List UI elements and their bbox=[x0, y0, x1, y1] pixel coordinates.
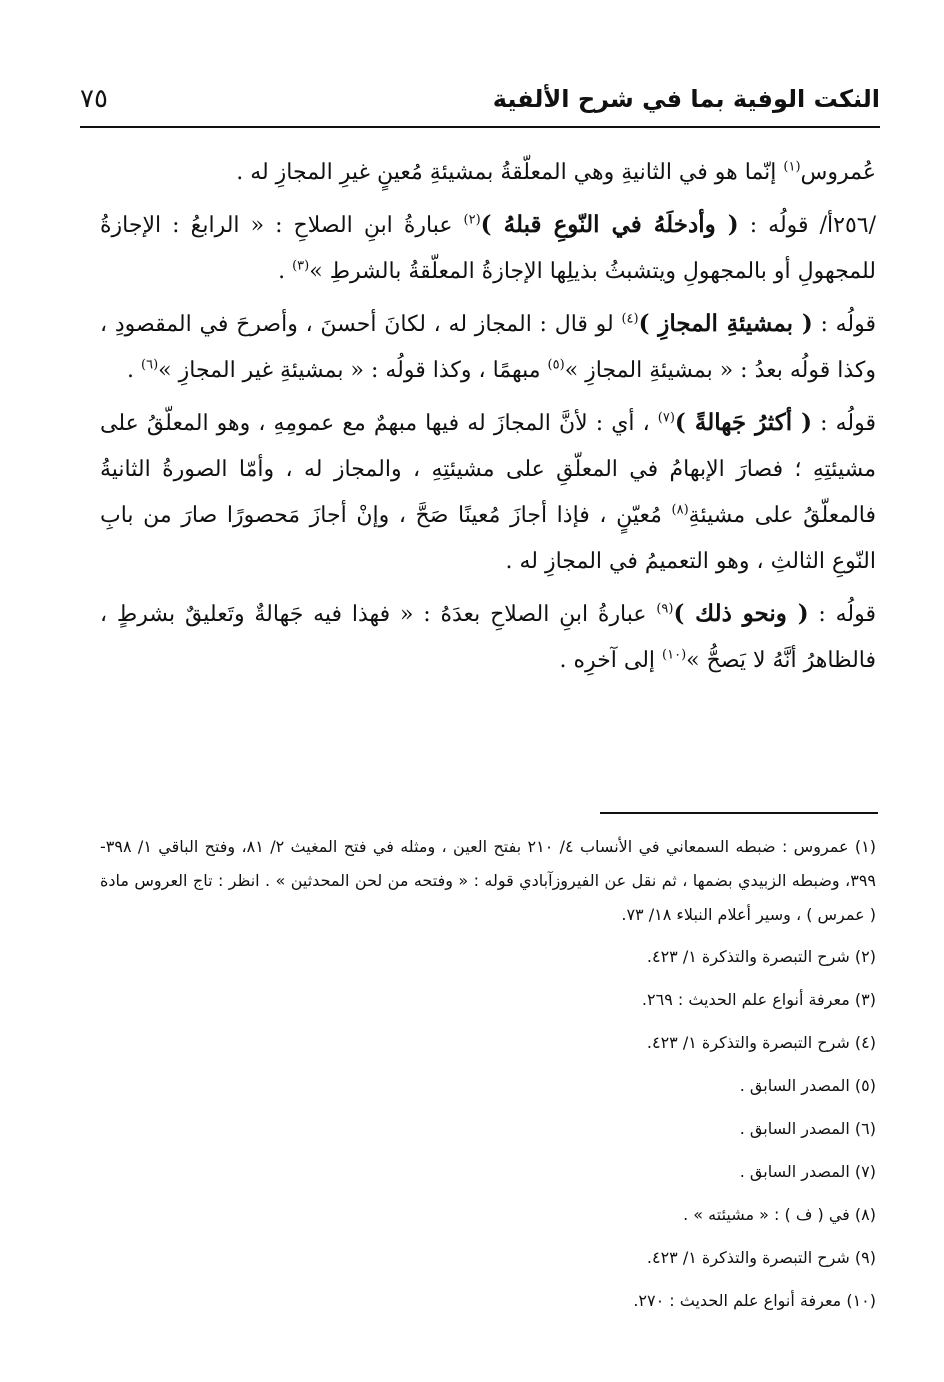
lemma: ( أكثرُ جَهالةً ) bbox=[674, 409, 813, 436]
footnote-ref: (٢) bbox=[463, 212, 481, 228]
text: قولُه : bbox=[808, 602, 876, 627]
header-rule bbox=[80, 126, 880, 128]
page-number: ٧٥ bbox=[80, 84, 108, 114]
footnote-7: (٧) المصدر السابق . bbox=[739, 1162, 876, 1181]
footnote-ref: (٨) bbox=[671, 502, 689, 518]
text: لو قال : المجاز له ، لكانَ أحسنَ ، وأصرحَ في المقصودِ ، وكذا قولُه بعدُ : « بمشيئةِ المجازِ » bbox=[100, 312, 876, 383]
footnote-4: (٤) شرح التبصرة والتذكرة ١/ ٤٢٣. bbox=[646, 1033, 876, 1052]
footnote-ref: (١) bbox=[783, 159, 801, 175]
footnote-10: (١٠) معرفة أنواع علم الحديث : ٢٧٠. bbox=[633, 1291, 876, 1310]
text: مبهمًا ، وكذا قولُه : « بمشيئةِ غير المجازِ » bbox=[158, 358, 548, 383]
paragraph-3 bbox=[100, 301, 876, 394]
footnote-5: (٥) المصدر السابق . bbox=[739, 1076, 876, 1095]
footnote-2: (٢) شرح التبصرة والتذكرة ١/ ٤٢٣. bbox=[646, 947, 876, 966]
text: . bbox=[127, 358, 142, 383]
text: عُمروس bbox=[800, 160, 876, 185]
text: /٢٥٦أ/ قولُه : bbox=[738, 213, 876, 238]
paragraph-5 bbox=[100, 591, 876, 684]
running-title: النكت الوفية بما في شرح الألفية bbox=[492, 85, 880, 113]
text: . bbox=[278, 259, 293, 284]
footnote-ref: (٣) bbox=[292, 258, 310, 274]
lemma: ( وأدخلَهُ في النّوعِ قبلهُ ) bbox=[480, 211, 739, 238]
text: عبارةُ ابنِ الصلاحِ : « الرابعُ : الإجازةُ للمجهولِ أو بالمجهولِ ويتشبثُ بذيلِها الإجازةُ المعلّقةُ بالشرطِ » bbox=[100, 213, 876, 284]
text: قولُه : bbox=[812, 312, 876, 337]
footnote-1: (١) عمروس : ضبطه السمعاني في الأنساب ٤/ ٢١٠ بفتح العين ، ومثله في فتح المغيث ٢/ ٨١، وفتح الباقي ١/ ٣٩٨- ٣٩٩، وضبطه الزبيدي بضمها ، ثم نقل عن الفيروزآبادي قوله : « وفتحه من لحن المحدثين » . انظر : تاج العروس مادة ( عمرس ) ، وسير أعلام النبلاء ١٨/ ٧٣. bbox=[100, 837, 877, 924]
paragraph-1 bbox=[100, 150, 876, 196]
footnote-ref: (٦) bbox=[141, 357, 159, 373]
footnote-separator bbox=[600, 812, 878, 814]
footnote-8: (٨) في ( ف ) : « مشيئته » . bbox=[683, 1205, 876, 1224]
footnote-ref: (٤) bbox=[621, 311, 639, 327]
footnote-ref: (٥) bbox=[547, 357, 565, 373]
footnotes bbox=[100, 830, 876, 1327]
text: إلى آخرِه . bbox=[559, 648, 663, 673]
main-text bbox=[100, 150, 876, 690]
footnote-6: (٦) المصدر السابق . bbox=[739, 1119, 876, 1138]
paragraph-4 bbox=[100, 400, 876, 585]
text: مُعيّنٍ ، فإذا أجازَ مُعينًا صَحَّ ، وإنْ أجازَ مَحصورًا صارَ من بابِ النّوعِ الثالثِ ، وهو التعميمُ في المجازِ له . bbox=[100, 503, 876, 574]
footnote-ref: (٧) bbox=[657, 410, 675, 426]
text: إنّما هو في الثانيةِ وهي المعلّقةُ بمشيئةِ مُعينٍ غيرِ المجازِ له . bbox=[236, 160, 784, 185]
text: ، أي : لأنَّ المجازَ له فيها مبهمٌ مع عمومِهِ ، وهو المعلّقُ على مشيئتِهِ ؛ فصارَ الإبهامُ في المعلّقِ على مشيئتِهِ ، والمجاز له ، وأمّا الصورةُ الثانيةُ فالمعلّقُ على مشيئةِ bbox=[100, 411, 876, 528]
page-header bbox=[80, 74, 880, 124]
paragraph-2 bbox=[100, 202, 876, 295]
lemma: ( ونحو ذلك ) bbox=[673, 600, 809, 627]
lemma: ( بمشيئةِ المجازِ ) bbox=[638, 310, 813, 337]
footnote-ref: (٩) bbox=[656, 601, 674, 617]
footnote-3: (٣) معرفة أنواع علم الحديث : ٢٦٩. bbox=[641, 990, 876, 1009]
text: قولُه : bbox=[812, 411, 876, 436]
footnote-9: (٩) شرح التبصرة والتذكرة ١/ ٤٢٣. bbox=[646, 1248, 876, 1267]
footnote-ref: (١٠) bbox=[662, 647, 687, 663]
text: عبارةُ ابنِ الصلاحِ بعدَهُ : « فهذا فيه جَهالةٌ وتَعليقٌ بشرطٍ ، فالظاهرُ أنَّهُ لا يَصحُّ » bbox=[100, 602, 876, 673]
